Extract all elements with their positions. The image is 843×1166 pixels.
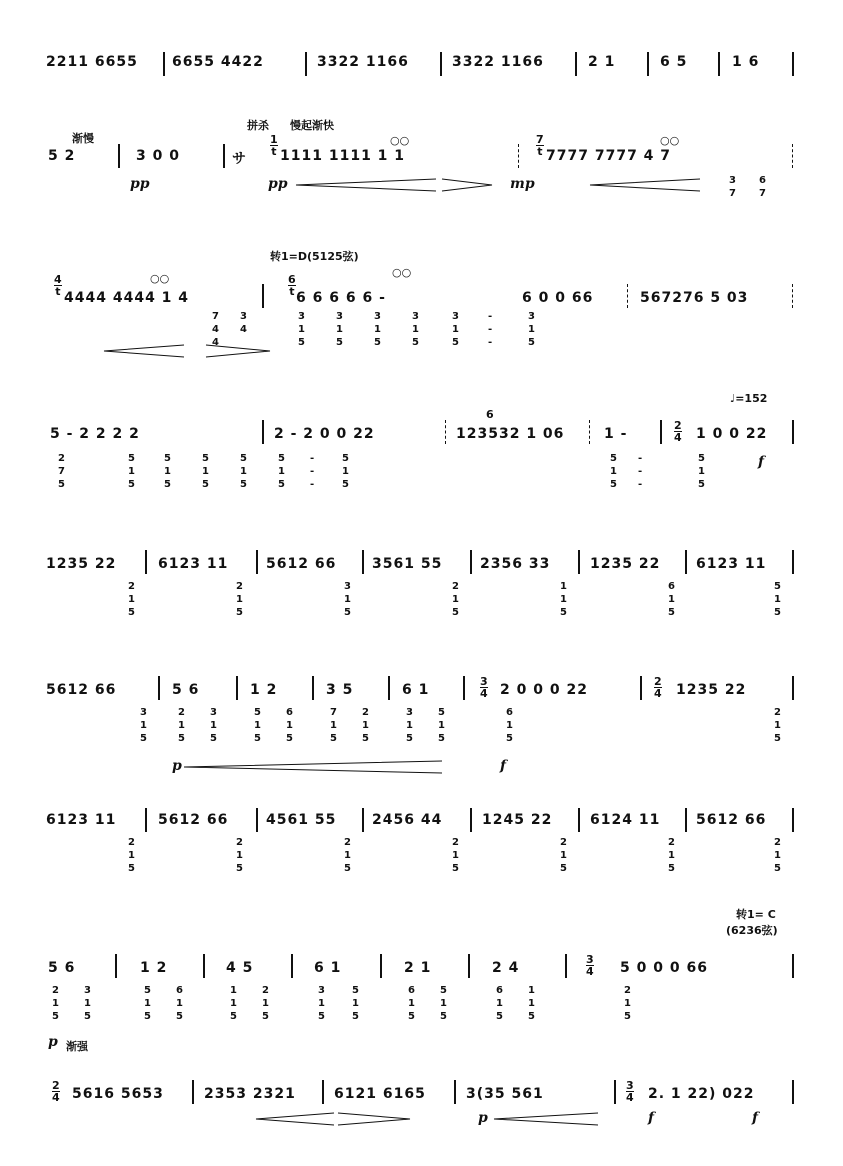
time-signature-2-4: 2 4 xyxy=(654,675,662,700)
chord-stack: 5 1 5 xyxy=(144,985,151,1022)
measure: 5 - 2 2 2 2 xyxy=(50,426,140,442)
chord-stack: 6 1 5 xyxy=(506,707,513,744)
system-6 xyxy=(0,674,843,784)
expression-jianqiang: 渐强 xyxy=(66,1040,88,1053)
chord-stack: - - - xyxy=(638,453,643,490)
measure: 3322 1166 xyxy=(452,54,544,70)
chord-stack: 6 1 5 xyxy=(496,985,503,1022)
measure: 1235 22 xyxy=(676,682,747,698)
chord-stack: 5 1 5 xyxy=(438,707,445,744)
chord-stack: 2 1 5 xyxy=(668,837,675,874)
measure: 6124 11 xyxy=(590,812,661,828)
dynamic-f: f xyxy=(648,1110,655,1126)
tuplet-number: 6 xyxy=(486,408,494,421)
chord-stack: 2 1 5 xyxy=(236,837,243,874)
chord-stack: 3 1 5 xyxy=(84,985,91,1022)
measure: 2456 44 xyxy=(372,812,443,828)
chord-stack: 3 1 5 xyxy=(318,985,325,1022)
chord-stack: 3 1 5 xyxy=(140,707,147,744)
measure: 2 1 xyxy=(404,960,432,976)
chord-stack: 5 1 5 xyxy=(278,453,285,490)
measure: 3322 1166 xyxy=(317,54,409,70)
measure: 6123 11 xyxy=(46,812,117,828)
crescendo-hairpin xyxy=(494,1112,598,1126)
measure: 5612 66 xyxy=(266,556,337,572)
chord-stack: 1 1 5 xyxy=(528,985,535,1022)
chord-stack: 3 7 xyxy=(729,175,736,199)
measure: 1245 22 xyxy=(482,812,553,828)
expression-jianman: 渐慢 xyxy=(72,132,94,145)
measure: 1 - xyxy=(604,426,628,442)
measure: 567276 5 03 xyxy=(640,290,749,306)
dynamic-p: p xyxy=(172,758,182,774)
measure: 4561 55 xyxy=(266,812,337,828)
measure: 2 - 2 0 0 22 xyxy=(274,426,375,442)
chord-stack: 2 1 5 xyxy=(128,581,135,618)
chord-stack: 3 1 5 xyxy=(406,707,413,744)
chord-stack: 2 1 5 xyxy=(344,837,351,874)
dynamic-f: f xyxy=(752,1110,759,1126)
measure: 6123 11 xyxy=(158,556,229,572)
system-5 xyxy=(0,548,843,638)
system-8 xyxy=(0,906,843,1056)
chord-stack: - - - xyxy=(310,453,315,490)
chord-stack: 3 1 5 xyxy=(528,311,535,348)
measure: 5 6 xyxy=(48,960,76,976)
chord-stack: 5 1 5 xyxy=(610,453,617,490)
chord-stack: 6 1 5 xyxy=(408,985,415,1022)
chord-stack: 2 1 5 xyxy=(362,707,369,744)
measure: 1 2 xyxy=(140,960,168,976)
expression-pinsha: 拼杀 xyxy=(247,119,269,132)
dynamic-pp: pp xyxy=(268,176,288,192)
key-change-c: 转1= C xyxy=(736,908,776,921)
chord-stack: 2 1 5 xyxy=(178,707,185,744)
chord-stack: 2 1 5 xyxy=(452,581,459,618)
measure: 2 1 xyxy=(588,54,616,70)
chord-stack: 5 1 5 xyxy=(254,707,261,744)
chord-stack: 5 1 5 xyxy=(240,453,247,490)
measure: 3561 55 xyxy=(372,556,443,572)
harmonic-mark: ○○ xyxy=(392,266,412,279)
chord-stack: 3 4 xyxy=(240,311,247,335)
dynamic-f: f xyxy=(500,758,507,774)
measure: 6 5 xyxy=(660,54,688,70)
measure: 4444 4444 1 4 xyxy=(64,290,190,306)
chord-stack: 5 1 5 xyxy=(342,453,349,490)
chord-stack: 2 7 5 xyxy=(58,453,65,490)
measure: 6123 11 xyxy=(696,556,767,572)
chord-stack: 3 1 5 xyxy=(344,581,351,618)
expression-manqi: 慢起渐快 xyxy=(290,119,334,132)
chord-stack: 6 1 5 xyxy=(176,985,183,1022)
measure: 5616 5653 xyxy=(72,1086,164,1102)
chord-stack: 1 1 5 xyxy=(560,581,567,618)
dynamic-p: p xyxy=(478,1110,488,1126)
chord-stack: 3 1 5 xyxy=(336,311,343,348)
measure: 1235 22 xyxy=(590,556,661,572)
crescendo-hairpin xyxy=(590,178,700,192)
measure: 1 6 xyxy=(732,54,760,70)
chord-stack: 5 1 5 xyxy=(352,985,359,1022)
grace-one-t: 1 t xyxy=(270,133,278,158)
measure: 3 5 xyxy=(326,682,354,698)
chord-stack: 2 1 5 xyxy=(262,985,269,1022)
chord-stack: 3 1 5 xyxy=(374,311,381,348)
chord-stack: 7 4 4 xyxy=(212,311,219,348)
crescendo-hairpin xyxy=(256,1112,334,1126)
measure: 2211 6655 xyxy=(46,54,138,70)
time-signature-3-4: 3 4 xyxy=(586,953,594,978)
measure: 2353 2321 xyxy=(204,1086,296,1102)
measure: 3(35 561 xyxy=(466,1086,544,1102)
chord-stack: 6 1 5 xyxy=(668,581,675,618)
crescendo-hairpin xyxy=(296,178,436,192)
chord-stack: 7 1 5 xyxy=(330,707,337,744)
chord-stack: 5 1 5 xyxy=(128,453,135,490)
tempo-mark: ♩=152 xyxy=(730,392,768,405)
measure: 1 2 xyxy=(250,682,278,698)
measure: 2 0 0 0 22 xyxy=(500,682,588,698)
chord-stack: 1 1 5 xyxy=(230,985,237,1022)
chord-stack: 6 7 xyxy=(759,175,766,199)
measure: 5 2 xyxy=(48,148,76,164)
chord-stack: 6 1 5 xyxy=(286,707,293,744)
dynamic-f: f xyxy=(758,454,765,470)
measure: 2356 33 xyxy=(480,556,551,572)
measure: 2 4 xyxy=(492,960,520,976)
chord-stack: 5 1 5 xyxy=(774,581,781,618)
time-signature-3-4: 3 4 xyxy=(626,1079,634,1104)
measure: 6 6 6 6 6 - xyxy=(296,290,386,306)
measure: 1 0 0 22 xyxy=(696,426,768,442)
sa-mark: サ xyxy=(232,151,246,167)
measure: 1111 1111 1 1 xyxy=(280,148,406,164)
measure: 4 5 xyxy=(226,960,254,976)
measure: 6655 4422 xyxy=(172,54,264,70)
chord-stack: 2 1 5 xyxy=(774,837,781,874)
measure: 6 0 0 66 xyxy=(522,290,594,306)
chord-stack: 2 1 5 xyxy=(52,985,59,1022)
chord-stack: 2 1 5 xyxy=(560,837,567,874)
system-4 xyxy=(0,388,843,518)
measure: 123532 1 06 xyxy=(456,426,565,442)
measure: 6 1 xyxy=(402,682,430,698)
chord-stack: 2 1 5 xyxy=(774,707,781,744)
measure: 2. 1 22) 022 xyxy=(648,1086,755,1102)
grace-four-t: 4 t xyxy=(54,273,62,298)
system-1 xyxy=(0,52,843,102)
time-signature-2-4: 2 4 xyxy=(674,419,682,444)
grace-seven-t: 7 t xyxy=(536,133,544,158)
harmonic-mark: ○○ xyxy=(390,134,410,147)
dynamic-mp: mp xyxy=(510,176,535,192)
harmonic-mark: ○○ xyxy=(660,134,680,147)
system-3 xyxy=(0,244,843,364)
chord-stack: 2 1 5 xyxy=(624,985,631,1022)
dynamic-p: p xyxy=(48,1034,58,1050)
measure: 6 1 xyxy=(314,960,342,976)
chord-stack: 5 1 5 xyxy=(202,453,209,490)
harmonic-mark: ○○ xyxy=(150,272,170,285)
chord-stack: 3 1 5 xyxy=(412,311,419,348)
chord-stack: 3 1 5 xyxy=(452,311,459,348)
chord-stack: 5 1 5 xyxy=(164,453,171,490)
crescendo-hairpin xyxy=(104,344,184,358)
decrescendo-hairpin xyxy=(442,178,492,192)
chord-stack: - - - xyxy=(488,311,493,348)
system-2 xyxy=(0,112,843,222)
measure: 6121 6165 xyxy=(334,1086,426,1102)
key-change-d: 转1=D(5125弦) xyxy=(270,250,359,263)
dynamic-pp: pp xyxy=(130,176,150,192)
chord-stack: 2 1 5 xyxy=(236,581,243,618)
chord-stack: 5 1 5 xyxy=(440,985,447,1022)
time-signature-2-4: 2 4 xyxy=(52,1079,60,1104)
chord-stack: 2 1 5 xyxy=(452,837,459,874)
system-9 xyxy=(0,1076,843,1156)
decrescendo-hairpin xyxy=(338,1112,410,1126)
chord-stack: 2 1 5 xyxy=(128,837,135,874)
decrescendo-hairpin xyxy=(206,344,270,358)
crescendo-hairpin xyxy=(184,760,442,774)
measure: 1235 22 xyxy=(46,556,117,572)
measure: 5612 66 xyxy=(46,682,117,698)
system-7 xyxy=(0,808,843,888)
measure: 5612 66 xyxy=(158,812,229,828)
measure: 5612 66 xyxy=(696,812,767,828)
chord-stack: 5 1 5 xyxy=(698,453,705,490)
measure: 3 0 0 xyxy=(136,148,180,164)
measure: 5 6 xyxy=(172,682,200,698)
chord-stack: 3 1 5 xyxy=(298,311,305,348)
measure: 5 0 0 0 66 xyxy=(620,960,708,976)
chord-stack: 3 1 5 xyxy=(210,707,217,744)
time-signature-3-4: 3 4 xyxy=(480,675,488,700)
measure: 7777 7777 4 7 xyxy=(546,148,672,164)
key-change-c-strings: (6236弦) xyxy=(726,924,778,937)
grace-six-t: 6 t xyxy=(288,273,296,298)
